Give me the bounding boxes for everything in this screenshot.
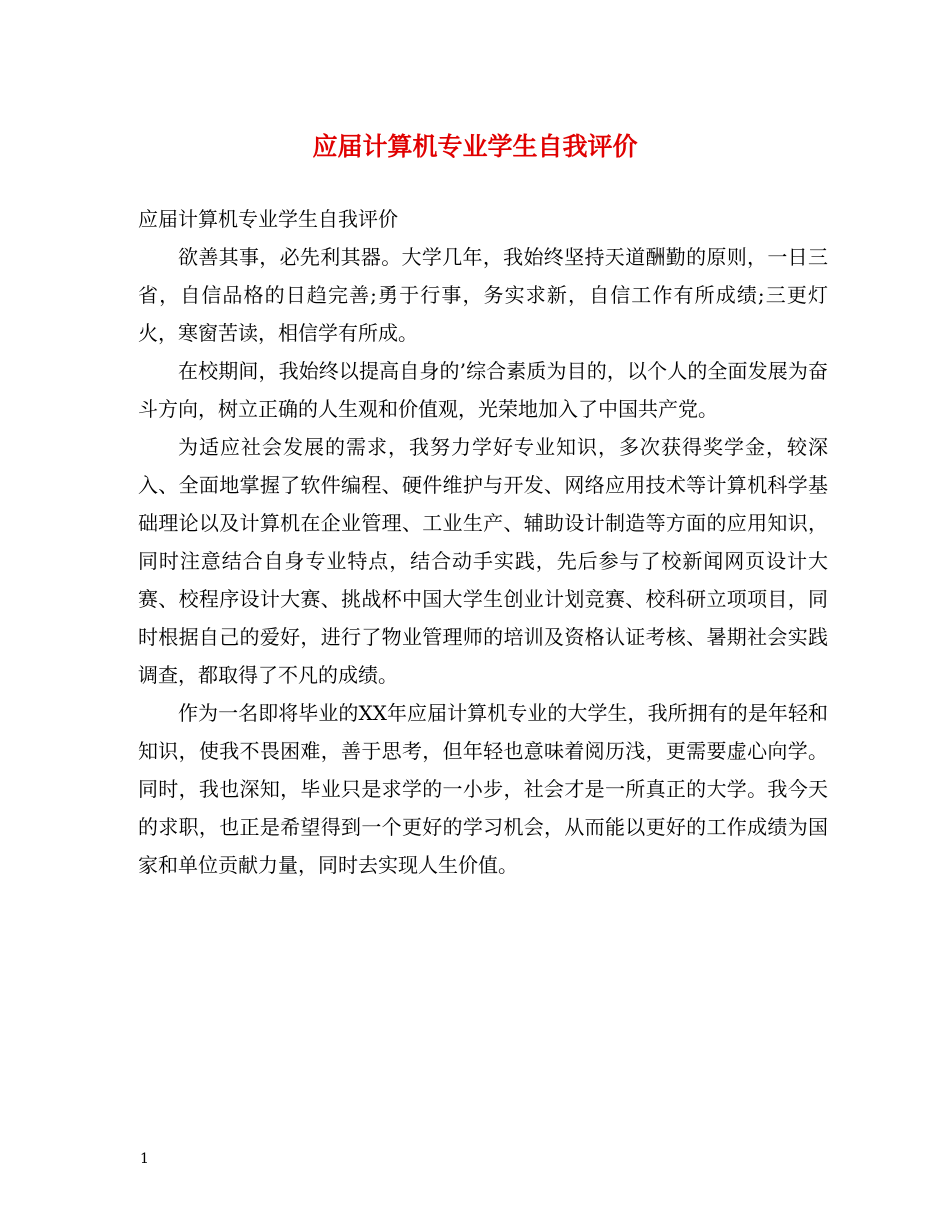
paragraph-2: 在校期间，我始终以提高自身的’综合素质为目的，以个人的全面发展为奋斗方向，树立正确的人生观和价值观，光荣地加入了中国共产党。	[138, 359, 828, 421]
document-subtitle: 应届计算机专业学生自我评价	[138, 207, 398, 231]
paragraph-4: 作为一名即将毕业的XX年应届计算机专业的大学生，我所拥有的是年轻和知识，使我不畏困难，善于思考，但年轻也意味着阅历浅，更需要虚心向学。同时，我也深知，毕业只是求学的一小步，社会才是一所真正的大学。我今天的求职，也正是希望得到一个更好的学习机会，从而能以更好的工作成绩为国家和单位贡献力量，同时去实现人生价值。	[138, 701, 828, 877]
document-body	[138, 200, 828, 884]
paragraph-3: 为适应社会发展的需求，我努力学好专业知识，多次获得奖学金，较深入、全面地掌握了软件编程、硬件维护与开发、网络应用技术等计算机科学基础理论以及计算机在企业管理、工业生产、辅助设计制造等方面的应用知识，同时注意结合自身专业特点，结合动手实践，先后参与了校新闻网页设计大赛、校程序设计大赛、挑战杯中国大学生创业计划竞赛、校科研立项项目，同时根据自己的爱好，进行了物业管理师的培训及资格认证考核、暑期社会实践调查，都取得了不凡的成绩。	[138, 435, 828, 687]
page-number: 1	[140, 1151, 149, 1167]
paragraph-1: 欲善其事，必先利其器。大学几年，我始终坚持天道酬勤的原则，一日三省，自信品格的日趋完善;勇于行事，务实求新，自信工作有所成绩;三更灯火，寒窗苦读，相信学有所成。	[138, 245, 828, 345]
document-title: 应届计算机专业学生自我评价	[312, 132, 638, 161]
